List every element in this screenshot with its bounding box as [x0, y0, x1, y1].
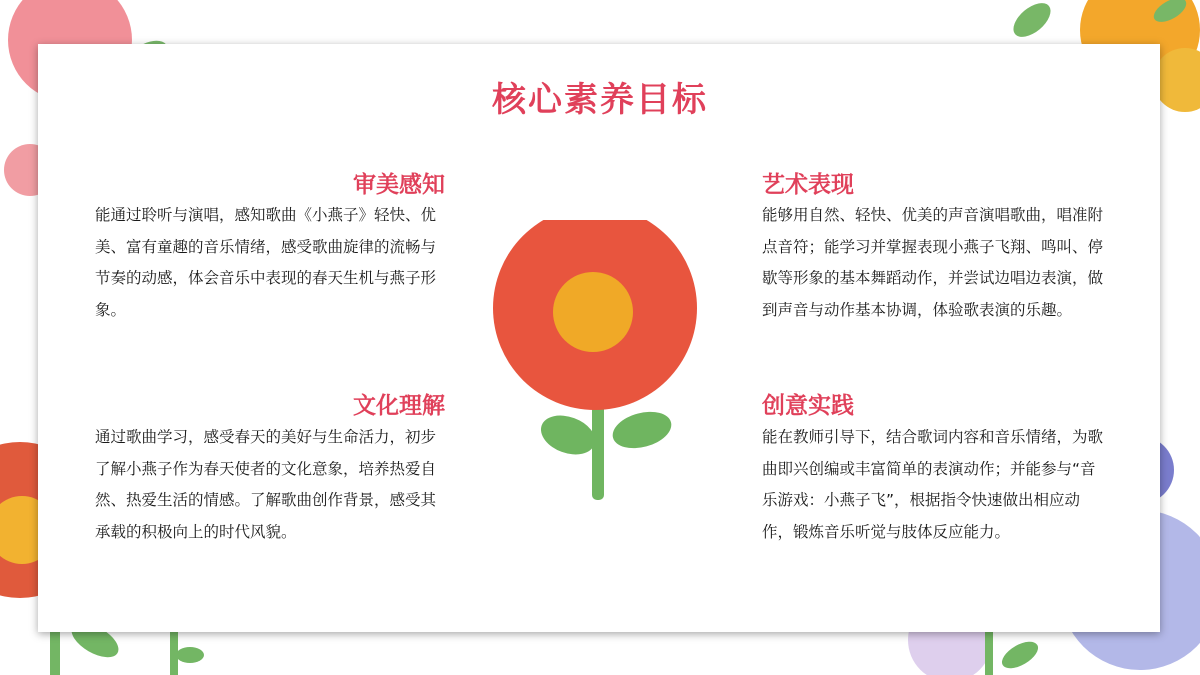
- leaf-icon: [536, 409, 601, 462]
- section-heading-aesthetic: 审美感知: [353, 172, 445, 198]
- section-heading-creative: 创意实践: [762, 393, 854, 419]
- section-heading-expression: 艺术表现: [762, 172, 854, 198]
- center-flower-icon: [490, 220, 700, 505]
- section-body-expression: 能够用自然、轻快、优美的声音演唱歌曲，唱准附点音符；能学习并掌握表现小燕子飞翔、鸣叫、停歇等形象的基本舞蹈动作，并尝试边唱边表演，做到声音与动作基本协调，体验歌表演的乐趣。: [762, 206, 1104, 319]
- section-body-culture: 通过歌曲学习，感受春天的美好与生命活力，初步了解小燕子作为春天使者的文化意象，培养热爱自然、热爱生活的情感。了解歌曲创作背景，感受其承载的积极向上的时代风貌。: [95, 428, 437, 541]
- flower-center: [553, 272, 633, 352]
- page-title: 核心素养目标: [492, 80, 708, 120]
- section-heading-culture: 文化理解: [353, 393, 445, 419]
- leaf-icon: [609, 406, 676, 454]
- section-body-creative: 能在教师引导下，结合歌词内容和音乐情绪，为歌曲即兴创编或丰富简单的表演动作；并能参与“音乐游戏：小燕子飞”，根据指令快速做出相应动作，锻炼音乐听觉与肢体反应能力。: [762, 428, 1104, 541]
- section-body-aesthetic: 能通过聆听与演唱，感知歌曲《小燕子》轻快、优美、富有童趣的音乐情绪，感受歌曲旋律的流畅与节奏的动感，体会音乐中表现的春天生机与燕子形象。: [95, 206, 437, 319]
